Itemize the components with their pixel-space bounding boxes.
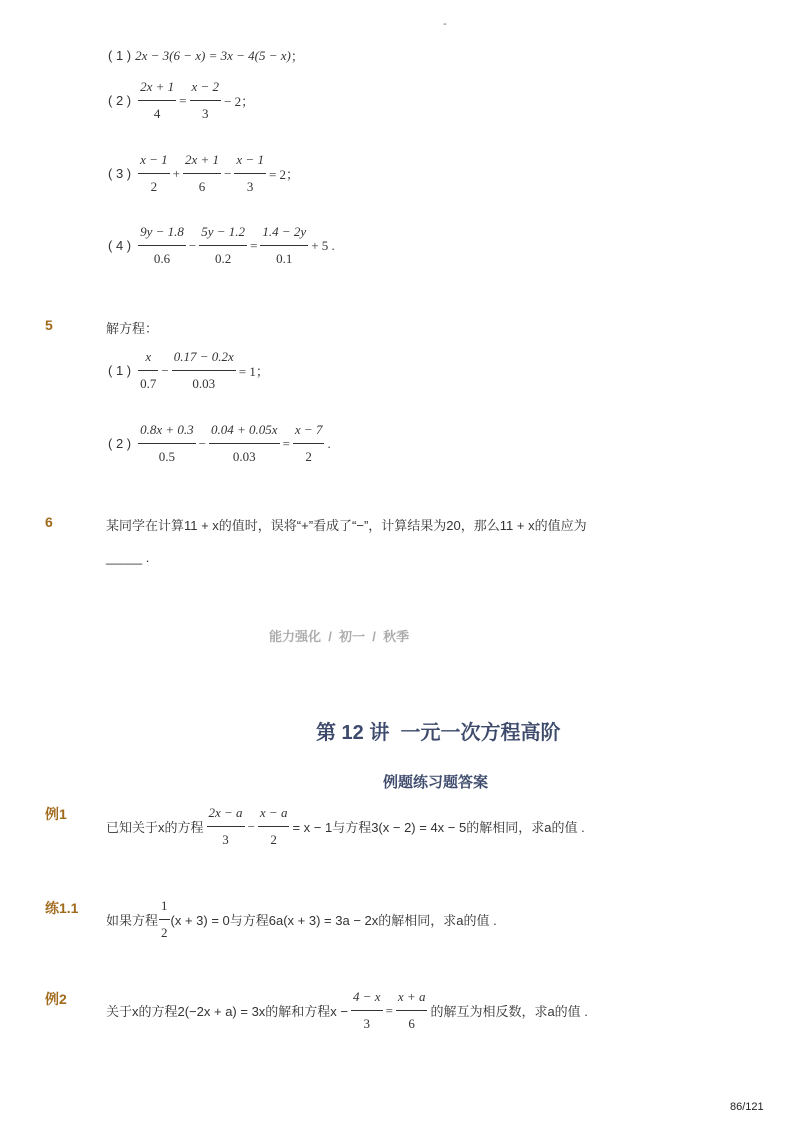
- fraction: $\frac{1.4 - 2y}{0.1}$: [262, 224, 307, 266]
- lecture-title: 第 12 讲 一元一次方程高阶: [316, 722, 561, 744]
- example-2-text: 关于x的方程2(−2x + a) = 3x的解和方程x − $\frac{4 - x}{3}$ = $\frac{x + a}{6}$ 的解互为相反数，求a的值 .: [106, 989, 588, 1031]
- p4-item-3: ( 3 ) $\frac{x - 1}{2}$ + $\frac{2x + 1}{6}$ − $\frac{x - 1}{3}$ = 2；: [108, 152, 300, 194]
- fraction: $\frac{x - 2}{3}$: [191, 79, 220, 121]
- section-title: 例题练习题答案: [383, 774, 489, 791]
- p5-item-1: ( 1 ) $\frac{x}{0.7}$ − $\frac{0.17 - 0.2x}{0.03}$ = 1；: [108, 349, 269, 391]
- fraction: $\frac{x + a}{6}$: [397, 989, 426, 1031]
- practice-1-1-label: 练1.1: [45, 900, 79, 916]
- practice-1-1-text: 如果方程 $\frac{1}{2}$ (x + 3) = 0与方程6a(x + 3) = 3a − 2x的解相同，求a的值 .: [106, 898, 497, 940]
- fraction: $\frac{x - a}{2}$: [259, 805, 288, 847]
- fraction: $\frac{9y - 1.8}{0.6}$: [140, 224, 184, 266]
- p4-item-4: ( 4 ) $\frac{9y - 1.8}{0.6}$ − $\frac{5y - 1.2}{0.2}$ = $\frac{1.4 - 2y}{0.1}$ + 5 .: [108, 224, 335, 266]
- example-2-label: 例2: [45, 991, 67, 1007]
- problem-number-5: 5: [45, 317, 53, 333]
- example-1-label: 例1: [45, 806, 67, 822]
- fraction: $\frac{2x + 1}{4}$: [140, 79, 175, 121]
- fraction: $\frac{2x - a}{3}$: [208, 805, 243, 847]
- fraction: $\frac{0.8x + 0.3}{0.5}$: [140, 422, 194, 464]
- fraction: $\frac{2x + 1}{6}$: [185, 152, 220, 194]
- problem-5-intro: 解方程：: [106, 321, 159, 336]
- footer-breadcrumb: 能力强化 / 初一 / 秋季: [269, 629, 410, 644]
- fraction: $\frac{0.04 + 0.05x}{0.03}$: [211, 422, 278, 464]
- fraction: $\frac{4 - x}{3}$: [353, 989, 381, 1031]
- fraction: $\frac{0.17 - 0.2x}{0.03}$: [173, 349, 234, 391]
- problem-number-6: 6: [45, 514, 53, 530]
- p5-item-2: ( 2 ) $\frac{0.8x + 0.3}{0.5}$ − $\frac{0.04 + 0.05x}{0.03}$ = $\frac{x - 7}{2}$ .: [108, 422, 331, 464]
- page-number: 86/121: [730, 1101, 764, 1113]
- fraction: $\frac{x - 1}{2}$: [140, 152, 168, 194]
- top-mark: -: [443, 18, 447, 30]
- example-1-text: 已知关于x的方程 $\frac{2x - a}{3}$ − $\frac{x - a}{2}$ = x − 1与方程3(x − 2) = 4x − 5的解相同，求a的值 .: [106, 805, 585, 847]
- fraction: $\frac{x - 7}{2}$: [294, 422, 323, 464]
- fraction: $\frac{x - 1}{3}$: [236, 152, 264, 194]
- fraction: $\frac{5y - 1.2}{0.2}$: [201, 224, 246, 266]
- p4-item-1: ( 1 ) 2x − 3(6 − x) = 3x − 4(5 − x) ；: [108, 47, 304, 64]
- p4-item-2: ( 2 ) $\frac{2x + 1}{4}$ = $\frac{x - 2}{3}$ − 2；: [108, 79, 255, 121]
- answer-blank: _____ .: [106, 550, 150, 565]
- fraction: $\frac{x}{0.7}$: [140, 349, 157, 391]
- fraction: $\frac{1}{2}$: [161, 898, 168, 940]
- problem-6-text: 某同学在计算11 + x的值时，误将“+”看成了“−”，计算结果为20，那么11 + x的值应为: [106, 518, 587, 533]
